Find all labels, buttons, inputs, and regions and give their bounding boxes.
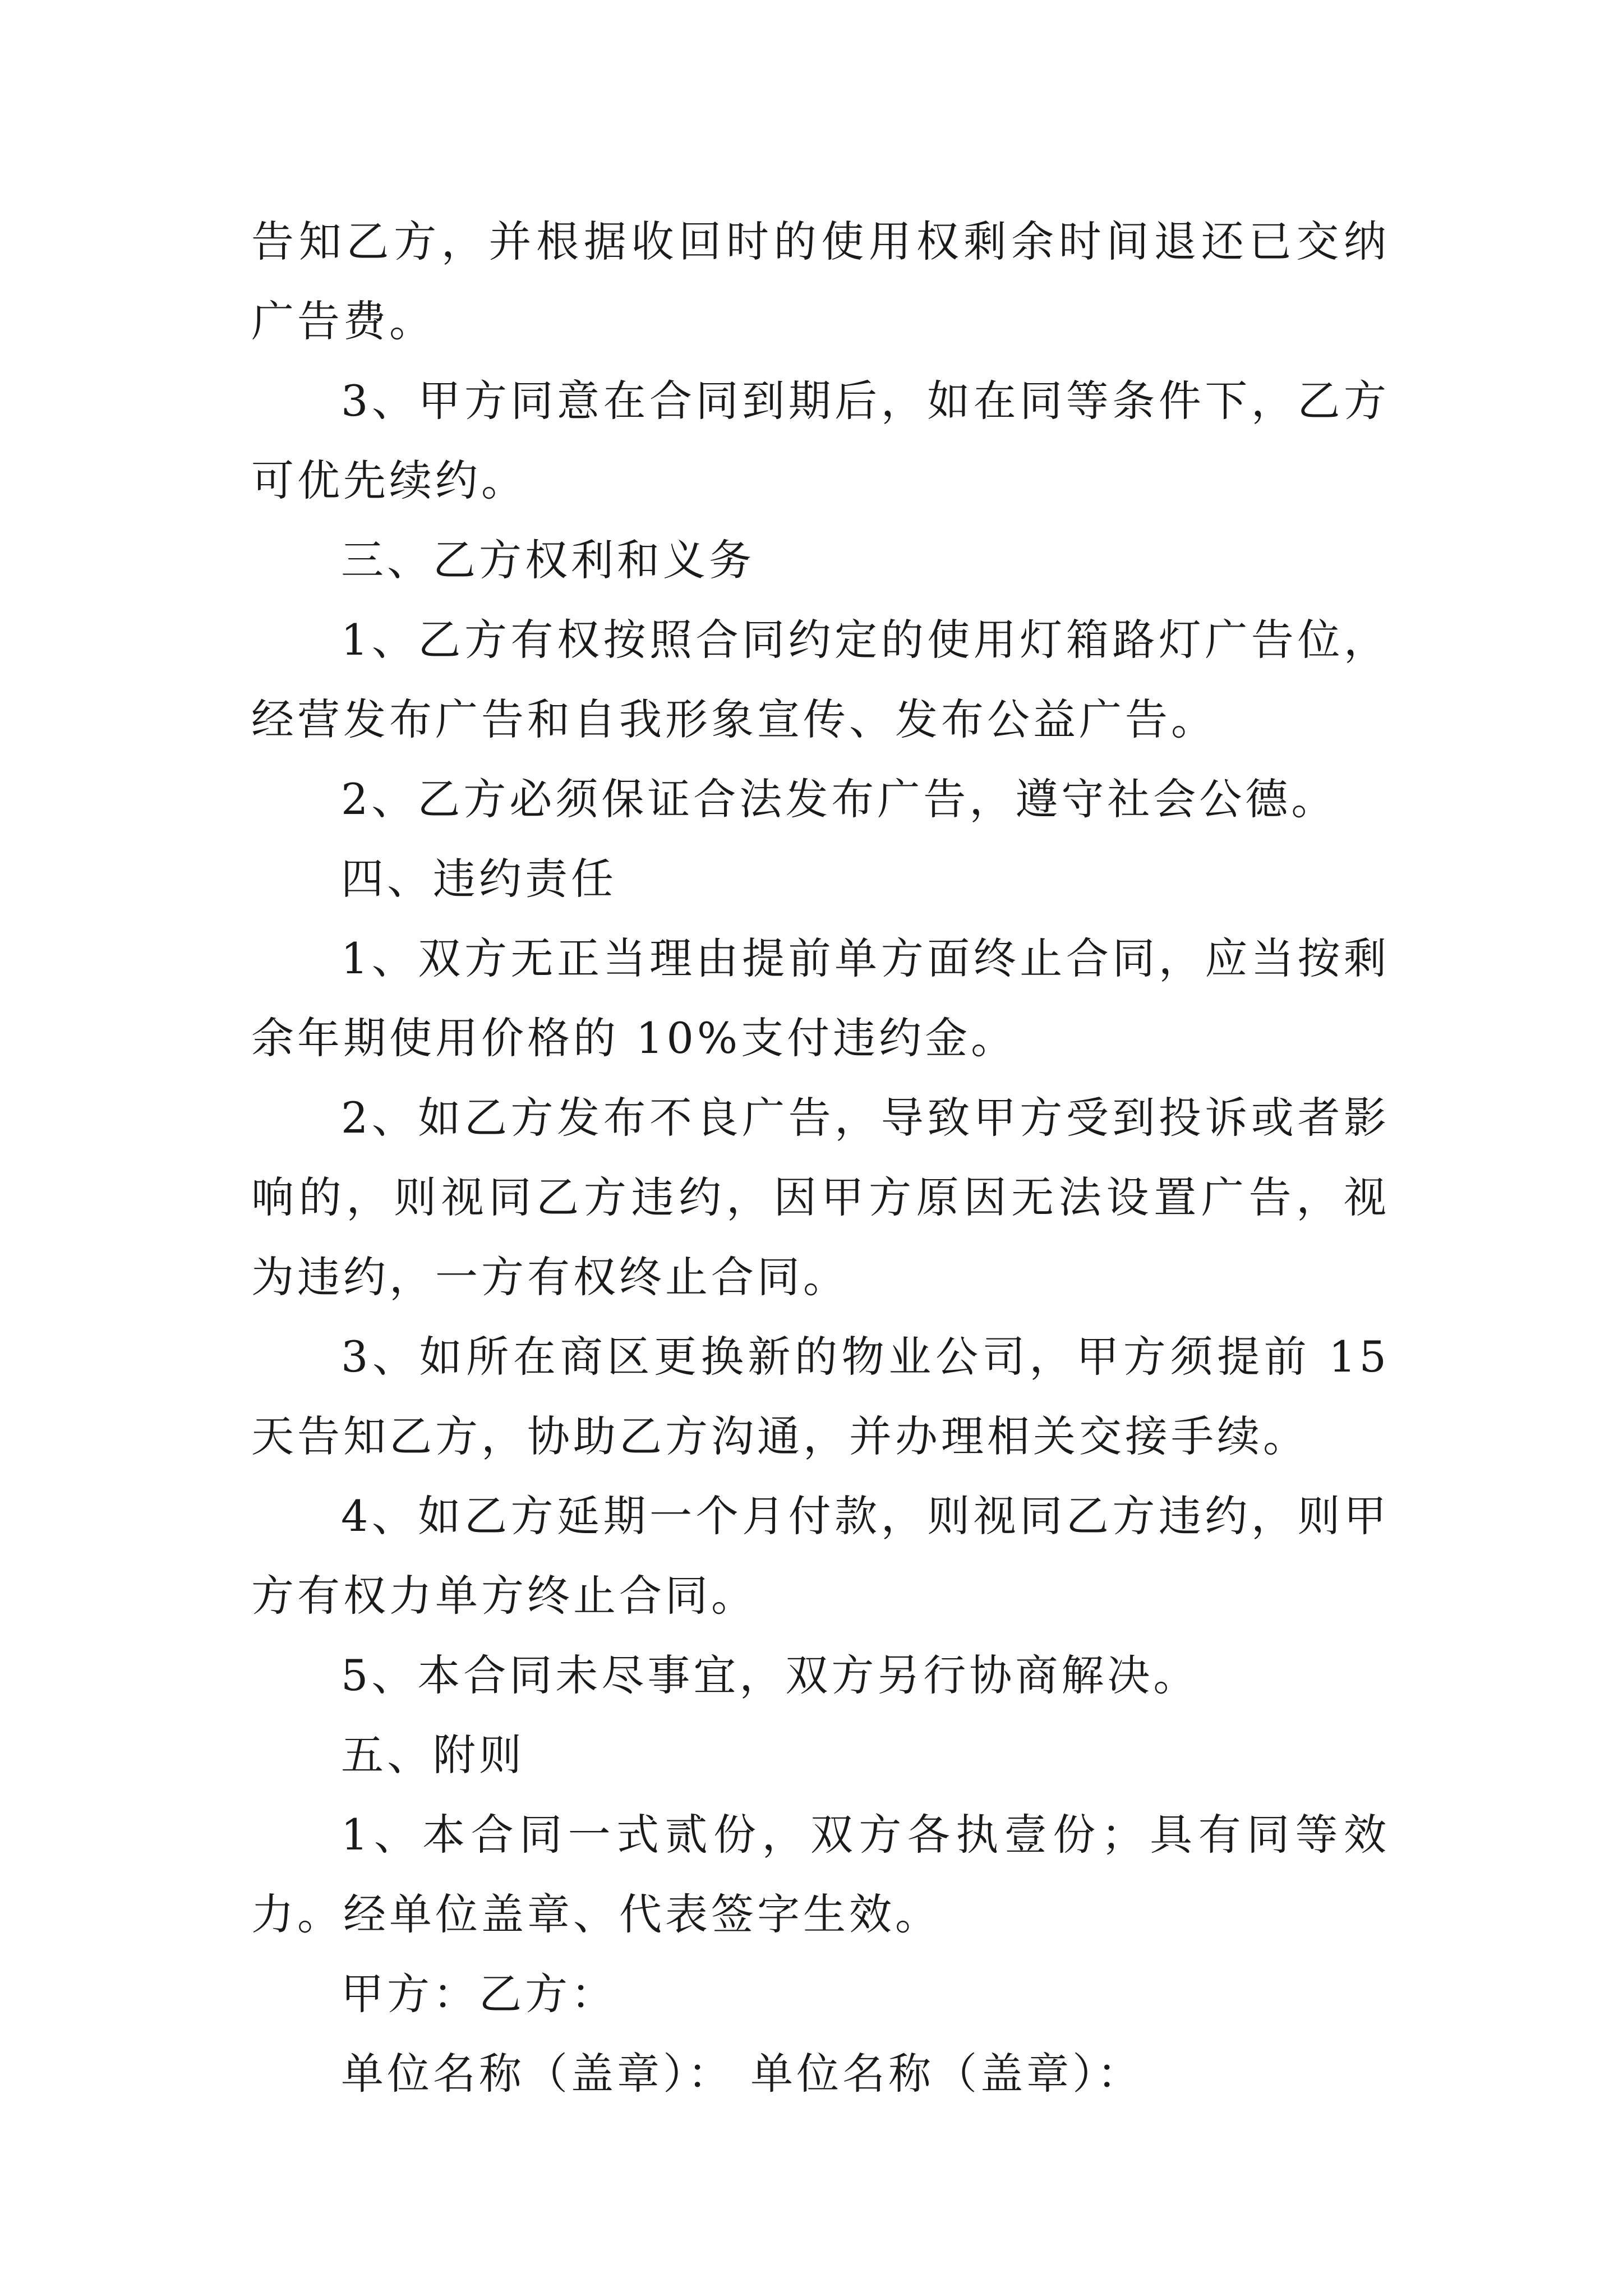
paragraph-supplementary-1: 1、本合同一式贰份，双方各执壹份；具有同等效力。经单位盖章、代表签字生效。: [251, 1810, 1390, 1939]
section-heading-liability: 四、违约责任: [341, 854, 617, 904]
section-heading-supplementary: 五、附则: [341, 1730, 525, 1780]
section-heading-party-b-rights: 三、乙方权利和义务: [341, 535, 755, 585]
paragraph-renewal-clause: 3、甲方同意在合同到期后，如在同等条件下，乙方可优先续约。: [251, 376, 1390, 505]
paragraph-liability-1: 1、双方无正当理由提前单方面终止合同，应当按剩余年期使用价格的 10%支付违约金。: [251, 933, 1390, 1063]
paragraph-party-b-right-2: 2、乙方必须保证合法发布广告，遵守社会公德。: [341, 774, 1338, 824]
paragraph-refund-clause: 告知乙方，并根据收回时的使用权剩余时间退还已交纳广告费。: [251, 217, 1390, 346]
paragraph-party-b-right-1: 1、乙方有权按照合同约定的使用灯箱路灯广告位，经营发布广告和自我形象宣传、发布公益广告。: [251, 615, 1390, 744]
paragraph-liability-4: 4、如乙方延期一个月付款，则视同乙方违约，则甲方有权力单方终止合同。: [251, 1491, 1390, 1621]
signature-unit-name-line: 单位名称（盖章）： 单位名称（盖章）：: [341, 2049, 1144, 2099]
document-page: [251, 202, 1390, 2114]
paragraph-liability-3: 3、如所在商区更换新的物业公司，甲方须提前 15 天告知乙方，协助乙方沟通，并办理相关交接手续。: [251, 1332, 1390, 1461]
signature-parties-line: 甲方：乙方：: [341, 1969, 617, 2019]
paragraph-liability-2: 2、如乙方发布不良广告，导致甲方受到投诉或者影响的，则视同乙方违约，因甲方原因无法设置广告，视为违约，一方有权终止合同。: [251, 1093, 1390, 1302]
paragraph-liability-5: 5、本合同未尽事宜，双方另行协商解决。: [341, 1650, 1200, 1700]
